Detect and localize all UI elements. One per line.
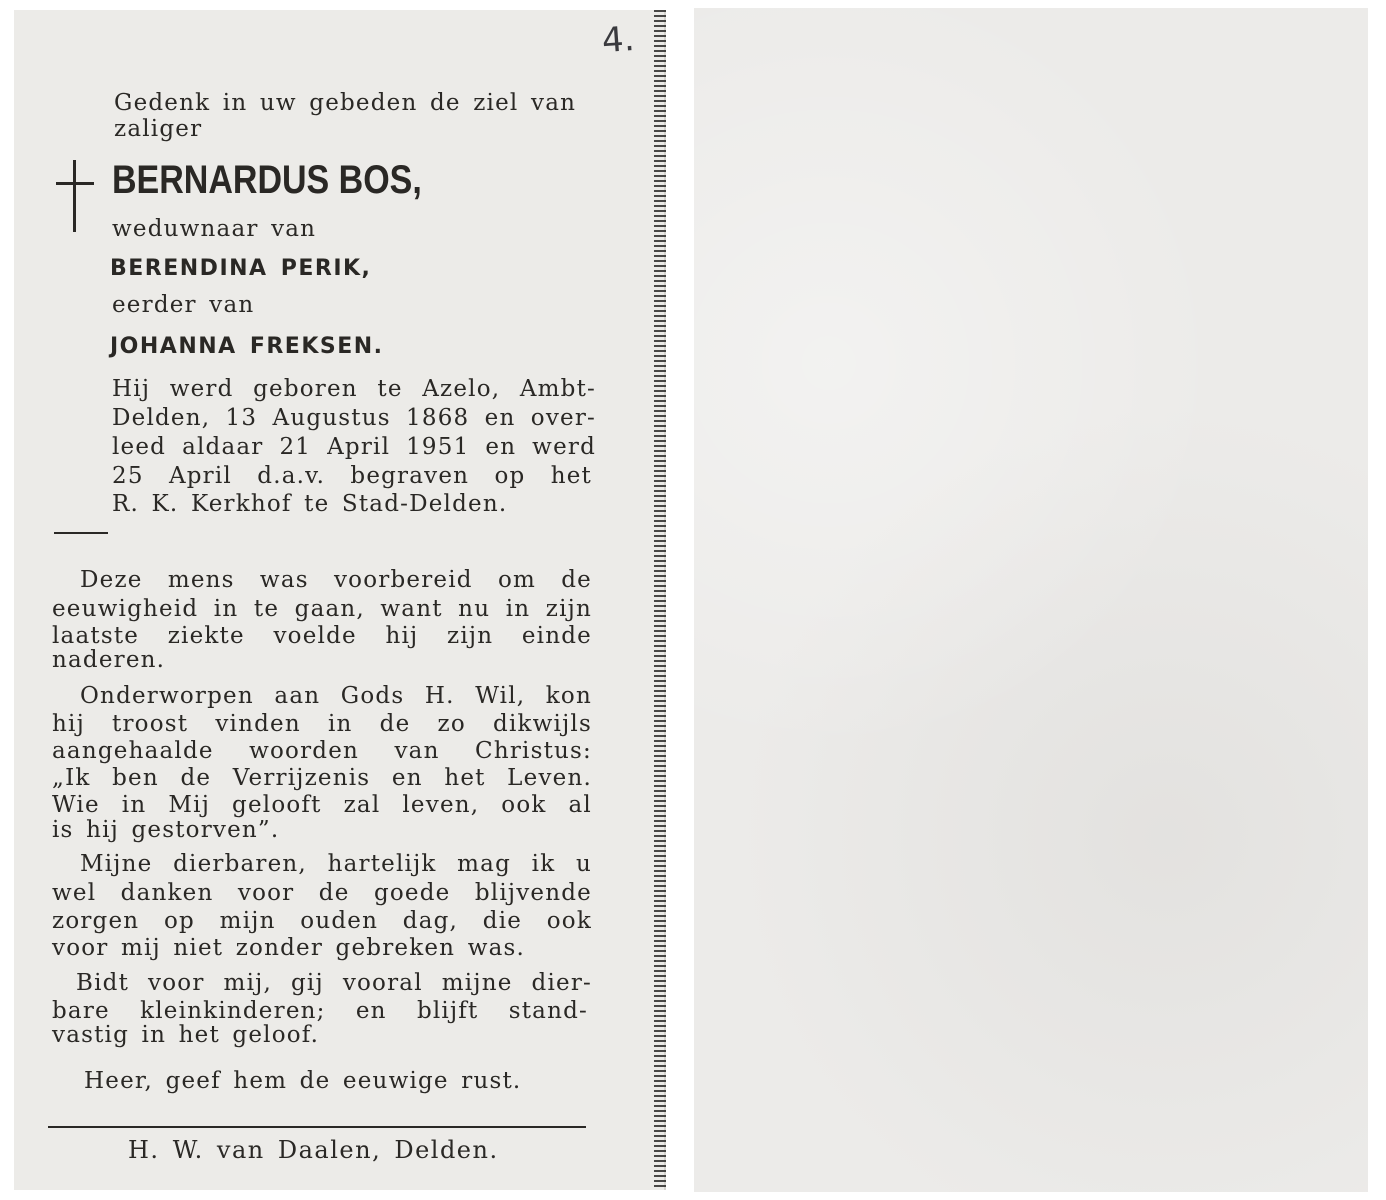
paragraph-line: laatste ziekte voelde hij zijn einde — [52, 623, 592, 649]
paragraph-line: zorgen op mijn ouden dag, die ook — [52, 908, 592, 934]
prayer-intro-line: zaliger — [114, 116, 203, 142]
spouse-name-2: JOHANNA FREKSEN. — [110, 334, 384, 359]
bio-line: Hij werd geboren te Azelo, Ambt- — [112, 376, 596, 402]
closing-prayer: Heer, geef hem de eeuwige rust. — [84, 1068, 522, 1094]
paragraph-line: Bidt voor mij, gij vooral mijne dier- — [76, 970, 592, 996]
relation-widower: weduwnaar van — [112, 216, 317, 242]
footer-divider — [48, 1126, 586, 1128]
deceased-name: BERNARDUS BOS, — [112, 158, 422, 202]
paragraph-line: „Ik ben de Verrijzenis en het Leven. — [52, 765, 592, 791]
bio-line: R. K. Kerkhof te Stad-Delden. — [112, 491, 508, 517]
cross-icon — [56, 160, 94, 232]
paragraph-line: Wie in Mij gelooft zal leven, ook al — [52, 792, 592, 818]
printer-imprint: H. W. van Daalen, Delden. — [128, 1136, 499, 1164]
paragraph-line: Deze mens was voorbereid om de — [80, 567, 592, 593]
paragraph-line: is hij gestorven”. — [52, 817, 280, 843]
paragraph-line: wel danken voor de goede blijvende — [52, 880, 592, 906]
paragraph-line: aangehaalde woorden van Christus: — [52, 738, 592, 764]
relation-earlier: eerder van — [112, 292, 255, 318]
paragraph-line: vastig in het geloof. — [52, 1022, 320, 1048]
bio-line: Delden, 13 Augustus 1868 en over- — [112, 405, 596, 431]
spouse-name-1: BERENDINA PERIK, — [110, 256, 372, 281]
paragraph-line: voor mij niet zonder gebreken was. — [52, 935, 526, 961]
paragraph-line: Mijne dierbaren, hartelijk mag ik u — [80, 851, 592, 877]
paragraph-line: eeuwigheid in te gaan, want nu in zijn — [52, 596, 592, 622]
handwritten-page-number: 4. — [600, 18, 636, 62]
paragraph-line: naderen. — [52, 647, 166, 673]
perforated-edge — [654, 10, 666, 1190]
memorial-card-back — [694, 8, 1368, 1192]
paragraph-line: Onderworpen aan Gods H. Wil, kon — [80, 683, 592, 709]
bio-line: leed aldaar 21 April 1951 en werd — [112, 434, 596, 460]
bio-line: 25 April d.a.v. begraven op het — [112, 463, 592, 489]
paragraph-line: hij troost vinden in de zo dikwijls — [52, 711, 592, 737]
short-divider — [54, 532, 108, 534]
prayer-intro-line: Gedenk in uw gebeden de ziel van — [114, 90, 577, 116]
paragraph-line: bare kleinkinderen; en blijft stand- — [52, 998, 588, 1024]
